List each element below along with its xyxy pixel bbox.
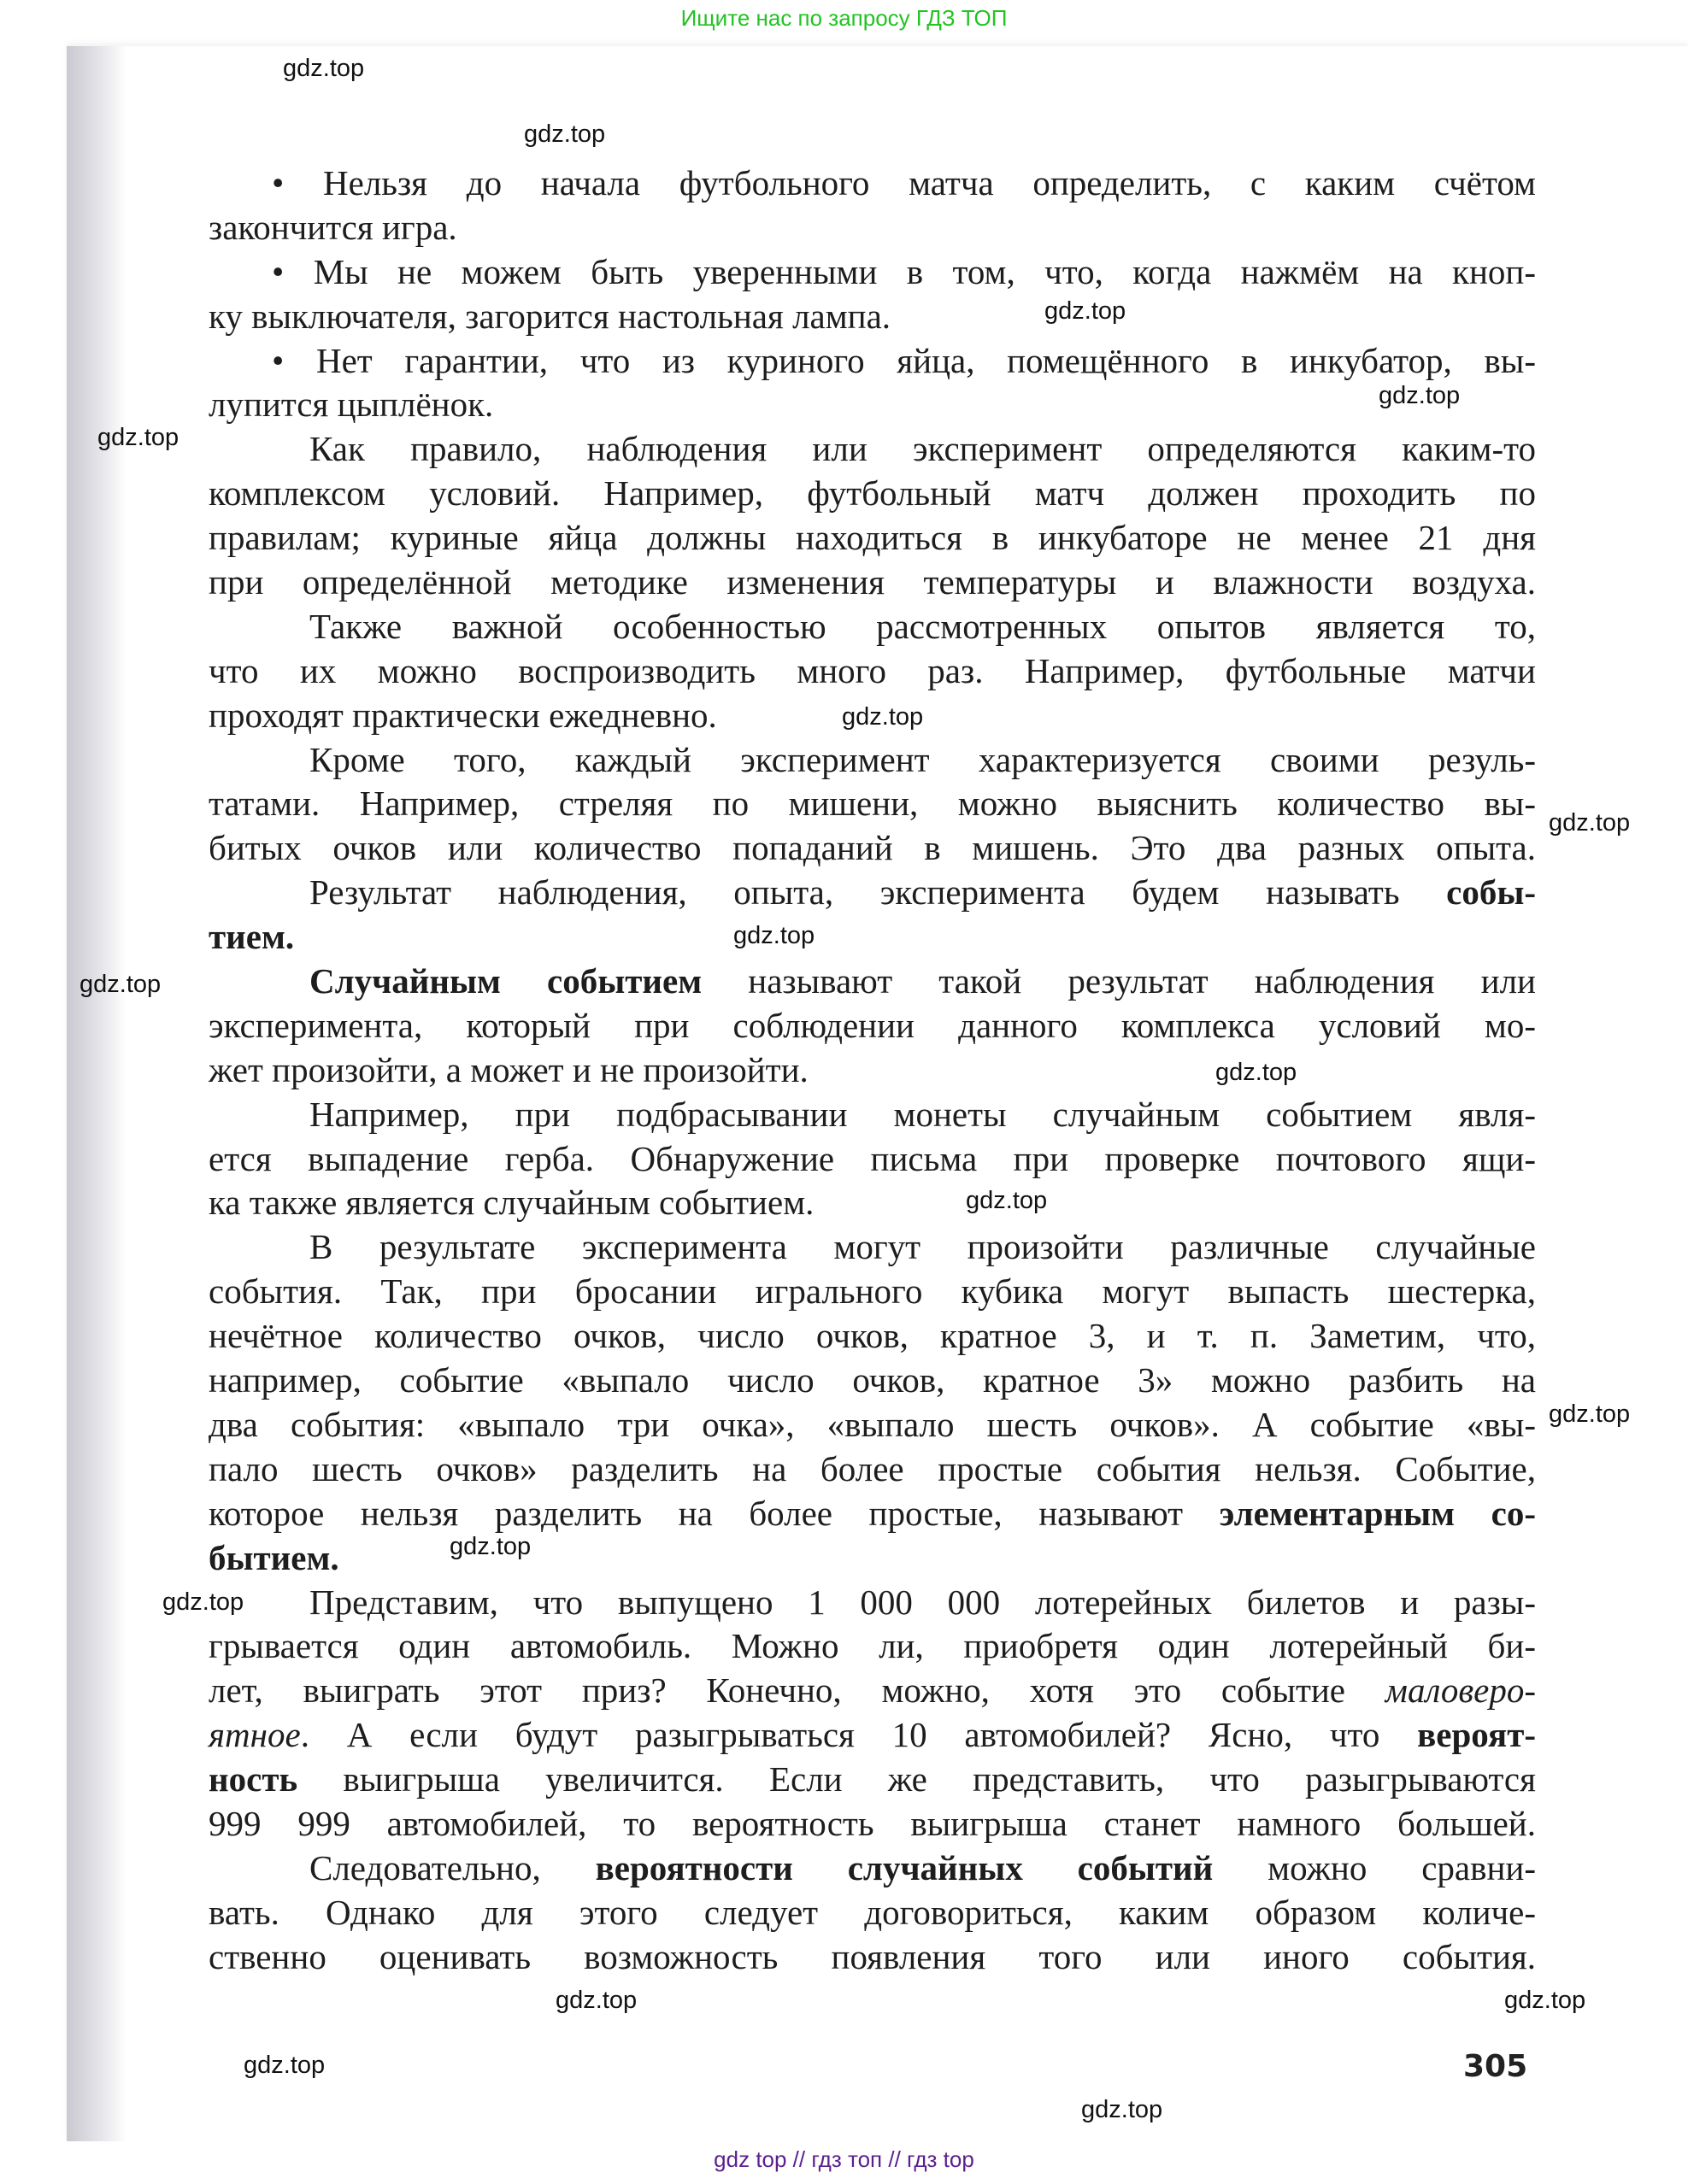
text-line xyxy=(209,960,1536,1004)
text-line xyxy=(209,206,1536,250)
text-segment: пало шесть очков» разделить на более простые события нельзя. Событие, xyxy=(209,1448,1536,1488)
text-line xyxy=(209,472,1536,516)
watermark-text: gdz.top xyxy=(97,424,179,451)
text-segment: ка также является случайным событием. xyxy=(209,1183,815,1223)
text-line xyxy=(209,1359,1536,1403)
text-segment: закончится игра. xyxy=(209,207,457,247)
text-segment: которое нельзя разделить на более простые, называют xyxy=(209,1493,1220,1533)
text-line xyxy=(209,605,1536,649)
text-segment: татами. Например, стреляя по мишени, можно выяснить количество вы- xyxy=(209,784,1536,824)
text-segment: битых очков или количество попаданий в мишень. Это два разных опыта. xyxy=(209,828,1536,868)
text-line xyxy=(209,826,1536,871)
text-segment: жет произойти, а может и не произойти. xyxy=(209,1049,809,1089)
text-segment: лупится цыплёнок. xyxy=(209,385,494,425)
text-segment: ку выключателя, загорится настольная лампа. xyxy=(209,296,891,336)
text-line xyxy=(209,1137,1536,1182)
text-segment: В результате эксперимента могут произойти различные случайные xyxy=(309,1227,1536,1267)
text-line xyxy=(209,1891,1536,1935)
text-segment: ственно оценивать возможность появления того или иного события. xyxy=(209,1936,1536,1976)
text-segment: эксперимента, который при соблюдении данного комплекса условий мо- xyxy=(209,1005,1536,1045)
text-segment: Представим, что выпущено 1 000 000 лотерейных билетов и разы- xyxy=(309,1582,1536,1622)
watermark-text: gdz.top xyxy=(1044,297,1126,325)
watermark-text: gdz.top xyxy=(1215,1059,1297,1086)
text-line xyxy=(209,1624,1536,1669)
text-segment: . А если будут разыгрываться 10 автомобилей? Ясно, что xyxy=(300,1715,1418,1755)
page-body-text xyxy=(209,161,1536,1980)
text-segment: грывается один автомобиль. Можно ли, приобретя один лотерейный би- xyxy=(209,1626,1536,1666)
bold-term: вероят- xyxy=(1417,1715,1536,1755)
text-segment: выигрыша увеличится. Если же представить, что разыгрываются xyxy=(297,1759,1536,1799)
text-line xyxy=(209,1758,1536,1802)
watermark-text: gdz.top xyxy=(733,922,815,949)
text-line xyxy=(209,649,1536,694)
text-segment: • Мы не можем быть уверенными в том, что, когда нажмём на кноп- xyxy=(272,251,1536,291)
top-banner xyxy=(0,0,1688,39)
watermark-text: gdz.top xyxy=(1549,809,1631,837)
text-segment: при определённой методике изменения температуры и влажности воздуха. xyxy=(209,562,1536,602)
text-segment: события. Так, при бросании игрального кубика могут выпасть шестерка, xyxy=(209,1271,1536,1312)
text-segment: • Нет гарантии, что из куриного яйца, помещённого в инкубатор, вы- xyxy=(272,340,1536,380)
text-segment: лет, выиграть этот приз? Конечно, можно, хотя это событие xyxy=(209,1670,1385,1711)
text-segment: • Нельзя до начала футбольного матча определить, с каким счётом xyxy=(272,163,1536,203)
page-number: 305 xyxy=(1463,2049,1528,2084)
text-segment: два события: «выпало три очка», «выпало шесть очков». А событие «вы- xyxy=(209,1404,1536,1444)
text-segment: Следовательно, xyxy=(309,1847,596,1888)
text-segment: можно сравни- xyxy=(1213,1847,1536,1888)
text-segment: проходят практически ежедневно. xyxy=(209,695,717,735)
watermark-text: gdz.top xyxy=(162,1588,244,1616)
text-line xyxy=(209,1181,1536,1225)
text-line xyxy=(209,1669,1536,1713)
watermark-text: gdz.top xyxy=(966,1187,1048,1214)
bold-term: Случайным событием xyxy=(309,961,703,1001)
watermark-text: gdz.top xyxy=(450,1533,532,1560)
text-line xyxy=(209,782,1536,826)
text-line xyxy=(209,915,1536,960)
text-segment: что их можно воспроизводить много раз. Например, футбольные матчи xyxy=(209,650,1536,690)
watermark-text: gdz.top xyxy=(1379,382,1461,409)
text-segment: Также важной особенностью рассмотренных опытов является то, xyxy=(309,606,1536,646)
text-segment: вать. Однако для этого следует договориться, каким образом количе- xyxy=(209,1892,1536,1932)
watermark-text: gdz.top xyxy=(283,55,365,82)
watermark-text: gdz.top xyxy=(1081,2096,1163,2123)
italic-term: маловеро- xyxy=(1385,1670,1536,1711)
text-segment: 999 999 автомобилей, то вероятность выигрыша станет намного большей. xyxy=(209,1803,1536,1843)
text-segment: например, событие «выпало число очков, кратное 3» можно разбить на xyxy=(209,1360,1536,1400)
watermark-text: gdz.top xyxy=(244,2052,326,2079)
text-line xyxy=(209,1004,1536,1048)
bold-term: ность xyxy=(209,1759,298,1799)
footer-links[interactable]: gdz top // гдз топ // гдз top xyxy=(714,2146,974,2172)
text-line xyxy=(209,1093,1536,1137)
text-segment: Как правило, наблюдения или эксперимент определяются каким-то xyxy=(309,429,1536,469)
watermark-text: gdz.top xyxy=(1549,1400,1631,1428)
bold-term: собы- xyxy=(1446,872,1536,913)
text-segment: ется выпадение герба. Обнаружение письма при проверке почтового ящи- xyxy=(209,1138,1536,1178)
text-line xyxy=(209,339,1536,384)
text-segment: Результат наблюдения, опыта, эксперимента будем называть xyxy=(309,872,1447,913)
watermark-text: gdz.top xyxy=(1504,1987,1586,2014)
bold-term: тием. xyxy=(209,917,295,957)
text-line xyxy=(209,161,1536,206)
text-segment: называют такой результат наблюдения или xyxy=(702,961,1536,1001)
text-line xyxy=(209,1492,1536,1536)
text-segment: Например, при подбрасывании монеты случайным событием явля- xyxy=(309,1094,1536,1134)
bold-term: элементарным со- xyxy=(1219,1493,1536,1533)
italic-term: ятное xyxy=(209,1715,301,1755)
text-line xyxy=(209,1314,1536,1359)
text-segment: Кроме того, каждый эксперимент характеризуется своими резуль- xyxy=(309,739,1536,779)
search-hint-banner: Ищите нас по запросу ГДЗ ТОП xyxy=(680,5,1008,31)
text-line xyxy=(209,1935,1536,1980)
text-line xyxy=(209,561,1536,605)
text-line xyxy=(209,1802,1536,1846)
watermark-text: gdz.top xyxy=(79,971,162,998)
text-line xyxy=(209,1447,1536,1492)
text-line xyxy=(209,738,1536,783)
bold-term: бытием. xyxy=(209,1537,339,1577)
watermark-text: gdz.top xyxy=(556,1987,638,2014)
text-segment: нечётное количество очков, число очков, кратное 3, и т. п. Заметим, что, xyxy=(209,1316,1536,1356)
text-line xyxy=(209,1403,1536,1447)
text-line xyxy=(209,1713,1536,1758)
bold-term: вероятности случайных событий xyxy=(595,1847,1214,1888)
text-line xyxy=(209,1846,1536,1891)
text-line xyxy=(209,1225,1536,1270)
text-segment: правилам; куриные яйца должны находиться в инкубаторе не менее 21 дня xyxy=(209,518,1536,558)
text-line xyxy=(209,871,1536,915)
text-line xyxy=(209,383,1536,427)
watermark-text: gdz.top xyxy=(524,120,606,148)
text-line xyxy=(209,250,1536,295)
text-line xyxy=(209,1048,1536,1093)
text-line xyxy=(209,427,1536,472)
text-line xyxy=(209,1270,1536,1314)
text-line xyxy=(209,516,1536,561)
text-line xyxy=(209,1581,1536,1625)
page-spine-shadow xyxy=(67,46,126,2141)
text-line xyxy=(209,1536,1536,1581)
watermark-text: gdz.top xyxy=(842,703,924,731)
text-segment: комплексом условий. Например, футбольный матч должен проходить по xyxy=(209,473,1536,514)
text-line xyxy=(209,295,1536,339)
